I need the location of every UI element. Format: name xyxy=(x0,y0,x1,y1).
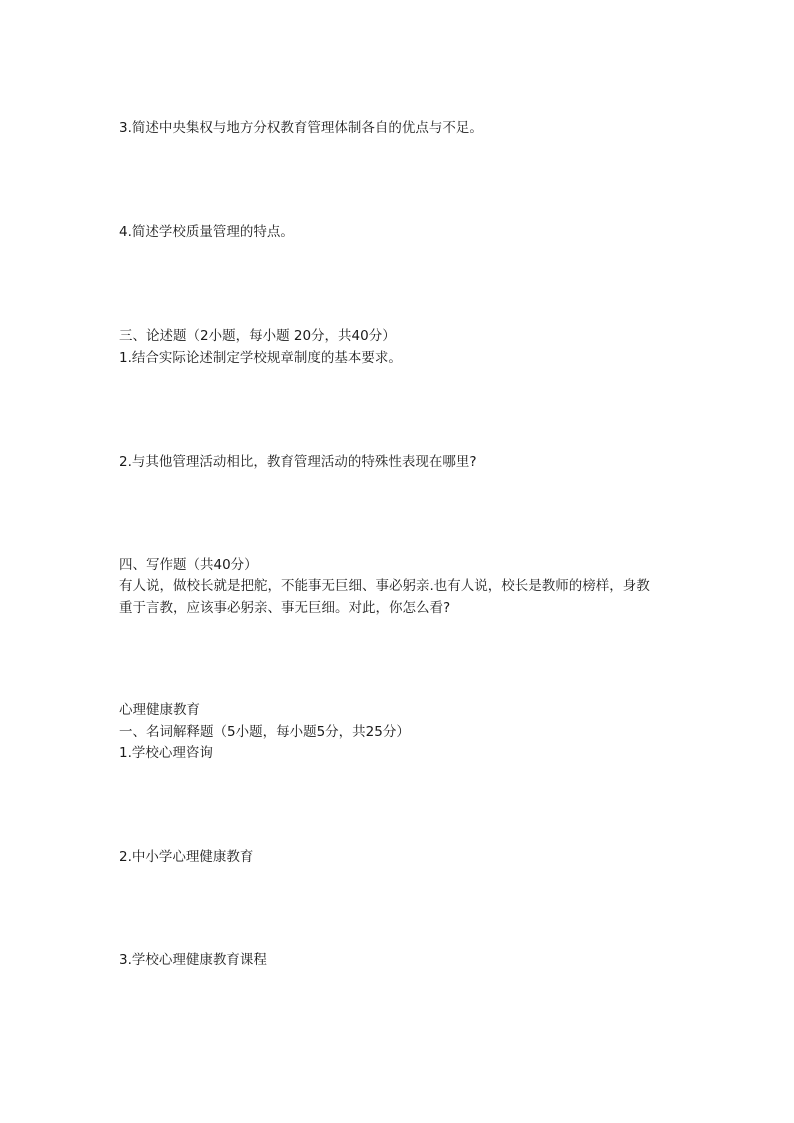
question-3-text: 3.简述中央集权与地方分权教育管理体制各自的优点与不足。 xyxy=(119,120,483,136)
essay-question-1-text: 1.结合实际论述制定学校规章制度的基本要求。 xyxy=(119,350,402,366)
writing-prompt-line-2: 重于言教，应该事必躬亲、事无巨细。对此，你怎么看? xyxy=(119,600,451,616)
section-heading-definitions: 一、名词解释题（5小题，每小题5分，共25分） xyxy=(119,724,410,740)
section-heading-writing: 四、写作题（共40分） xyxy=(119,557,258,573)
definition-1-text: 1.学校心理咨询 xyxy=(119,745,213,761)
definition-3-text: 3.学校心理健康教育课程 xyxy=(119,952,267,968)
writing-prompt-line-1: 有人说，做校长就是把舵，不能事无巨细、事必躬亲.也有人说，校长是教师的榜样，身教 xyxy=(119,578,650,594)
question-4-text: 4.简述学校质量管理的特点。 xyxy=(119,224,294,240)
essay-question-2-text: 2.与其他管理活动相比，教育管理活动的特殊性表现在哪里? xyxy=(119,454,477,470)
section-heading-essay: 三、论述题（2小题，每小题 20分，共40分） xyxy=(119,328,396,344)
definition-2-text: 2.中小学心理健康教育 xyxy=(119,849,254,865)
subject-title: 心理健康教育 xyxy=(119,702,200,718)
